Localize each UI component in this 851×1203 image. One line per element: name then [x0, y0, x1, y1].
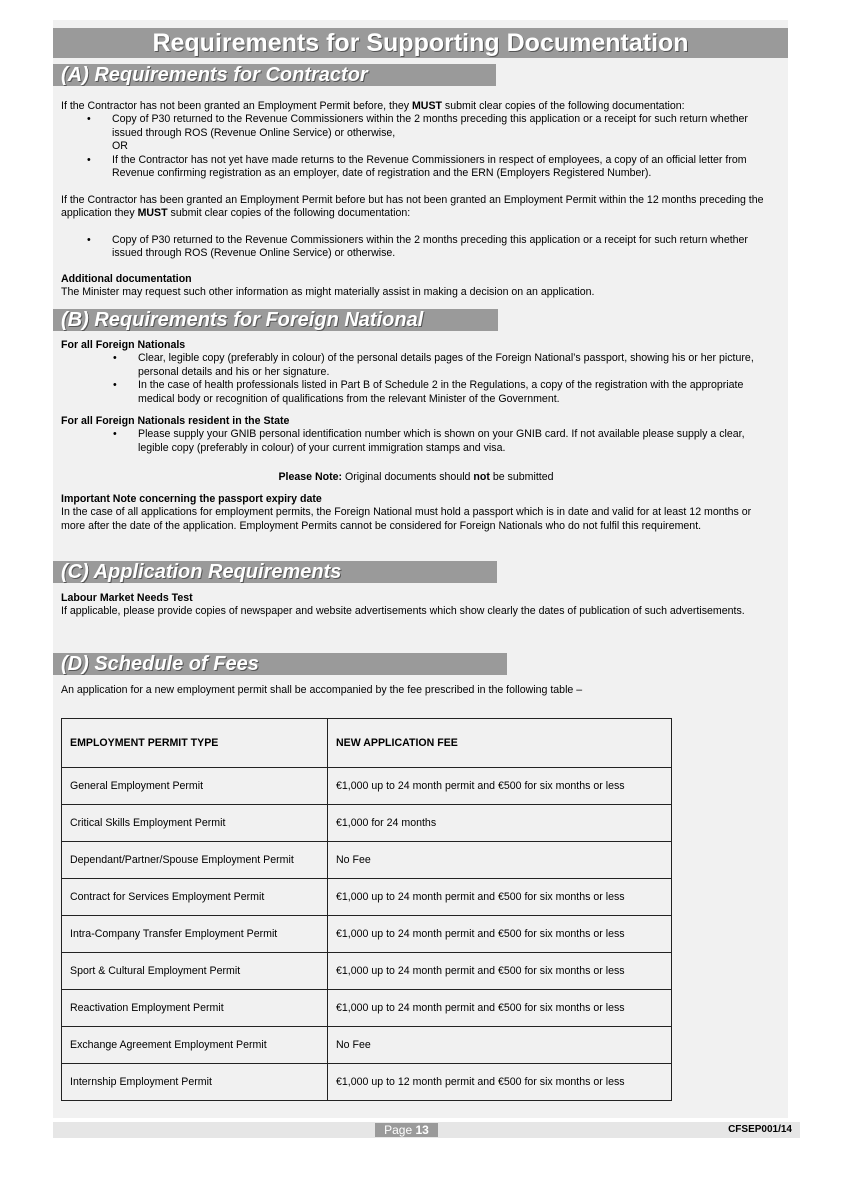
- section-b-bullet-1: • Clear, legible copy (preferably in colour) of the personal details pages of the Foreign National’s passport, showing his or her picture, personal details and his or her signature.: [138, 352, 771, 379]
- permit-type-cell: Intra-Company Transfer Employment Permit: [62, 916, 328, 953]
- section-a-bullet-1: • Copy of P30 returned to the Revenue Commissioners within the 2 months preceding this application or a receipt for such return whether issued through ROS (Revenue Online Service) or otherwise,: [112, 113, 771, 140]
- section-a-additional: [61, 273, 771, 300]
- section-a-list-1: [61, 113, 771, 140]
- fee-cell: €1,000 up to 24 month permit and €500 for six months or less: [328, 953, 672, 990]
- fee-cell: No Fee: [328, 842, 672, 879]
- section-a-intro-2: If the Contractor has been granted an Employment Permit before but has not been granted an Employment Permit within the 12 months preceding the application they MUST submit clear copies of the following documentation:: [61, 194, 764, 220]
- additional-heading: Additional documentation: [61, 273, 192, 285]
- table-row: [62, 916, 672, 953]
- header-application-fee: NEW APPLICATION FEE: [328, 719, 672, 768]
- page-number: Page 13: [375, 1123, 438, 1137]
- table-row: [62, 842, 672, 879]
- section-a-list-3: [61, 234, 771, 261]
- section-a-or: OR: [112, 140, 128, 153]
- section-a-bullet-2: • If the Contractor has not yet have made returns to the Revenue Commissioners in respect of employees, a copy of an official letter from Revenue confirming registration as an employer, date of registration and the ERN (Employers Registered Number).: [112, 154, 771, 181]
- table-row: [62, 879, 672, 916]
- section-a-intro-1: If the Contractor has not been granted an Employment Permit before, they MUST submit clear copies of the following documentation:: [61, 100, 685, 112]
- section-c-body: [61, 592, 771, 619]
- permit-type-cell: Critical Skills Employment Permit: [62, 805, 328, 842]
- section-a-body-2: [61, 194, 771, 221]
- table-row: [62, 953, 672, 990]
- table-row: [62, 1064, 672, 1101]
- section-a-body-3: [61, 234, 771, 261]
- lmnt-heading: Labour Market Needs Test: [61, 592, 193, 604]
- fee-cell: €1,000 up to 24 month permit and €500 for six months or less: [328, 768, 672, 805]
- table-row: [62, 805, 672, 842]
- section-a-list-2: [61, 154, 771, 181]
- table-row: [62, 990, 672, 1027]
- permit-type-cell: Dependant/Partner/Spouse Employment Permit: [62, 842, 328, 879]
- all-foreign-nationals-heading: For all Foreign Nationals: [61, 339, 186, 351]
- resident-heading: For all Foreign Nationals resident in the State: [61, 415, 290, 427]
- additional-text: The Minister may request such other information as might materially assist in making a decision on an application.: [61, 286, 595, 299]
- permit-type-cell: Reactivation Employment Permit: [62, 990, 328, 1027]
- section-b-list-1: [61, 352, 771, 406]
- passport-note: [61, 493, 771, 533]
- section-b-list-2: [61, 428, 771, 455]
- section-a-bullet-3: • Copy of P30 returned to the Revenue Commissioners within the 2 months preceding this application or a receipt for such return whether issued through ROS (Revenue Online Service) or otherwise.: [112, 234, 771, 261]
- lmnt-text: If applicable, please provide copies of newspaper and website advertisements which show clearly the dates of publication of such advertisements.: [61, 605, 745, 618]
- fee-cell: €1,000 up to 12 month permit and €500 for six months or less: [328, 1064, 672, 1101]
- section-d-intro: An application for a new employment permit shall be accompanied by the fee prescribed in the following table –: [61, 684, 583, 696]
- please-note: Please Note: Original documents should not be submitted: [278, 471, 554, 483]
- permit-type-cell: Exchange Agreement Employment Permit: [62, 1027, 328, 1064]
- fee-cell: €1,000 up to 24 month permit and €500 for six months or less: [328, 990, 672, 1027]
- permit-type-cell: Internship Employment Permit: [62, 1064, 328, 1101]
- page-title: Requirements for Supporting Documentation: [53, 28, 788, 58]
- fee-cell: No Fee: [328, 1027, 672, 1064]
- fee-cell: €1,000 up to 24 month permit and €500 for six months or less: [328, 879, 672, 916]
- section-d-heading: (D) Schedule of Fees: [53, 653, 507, 675]
- section-b-bullet-3: • Please supply your GNIB personal identification number which is shown on your GNIB card. If not available please supply a clear, legible copy (preferably in colour) of your current immigration stamps and visa.: [138, 428, 771, 455]
- passport-text: In the case of all applications for employment permits, the Foreign National must hold a passport which is in date and valid for at least 12 months or more after the date of the application. Employment Permits cannot be considered for Foreign Nationals who do not fulfil this requirement.: [61, 506, 752, 532]
- fees-table: [61, 718, 672, 1101]
- permit-type-cell: General Employment Permit: [62, 768, 328, 805]
- passport-heading: Important Note concerning the passport expiry date: [61, 493, 322, 505]
- table-row: [62, 768, 672, 805]
- section-b-bullet-2: • In the case of health professionals listed in Part B of Schedule 2 in the Regulations, a copy of the registration with the appropriate medical body or recognition of qualifications from the relevant Minister of the Government.: [138, 379, 771, 406]
- section-b-resident: [61, 415, 771, 455]
- permit-type-cell: Contract for Services Employment Permit: [62, 879, 328, 916]
- section-b-body: [61, 339, 771, 406]
- permit-type-cell: Sport & Cultural Employment Permit: [62, 953, 328, 990]
- document-code: CFSEP001/14: [728, 1124, 792, 1135]
- section-c-heading: (C) Application Requirements: [53, 561, 497, 583]
- table-row: [62, 1027, 672, 1064]
- header-permit-type: EMPLOYMENT PERMIT TYPE: [62, 719, 328, 768]
- fee-cell: €1,000 for 24 months: [328, 805, 672, 842]
- section-b-heading: (B) Requirements for Foreign National: [53, 309, 498, 331]
- section-a-body: [61, 100, 771, 180]
- fee-cell: €1,000 up to 24 month permit and €500 for six months or less: [328, 916, 672, 953]
- section-a-heading: (A) Requirements for Contractor: [53, 64, 496, 86]
- fees-table-header: [62, 719, 672, 768]
